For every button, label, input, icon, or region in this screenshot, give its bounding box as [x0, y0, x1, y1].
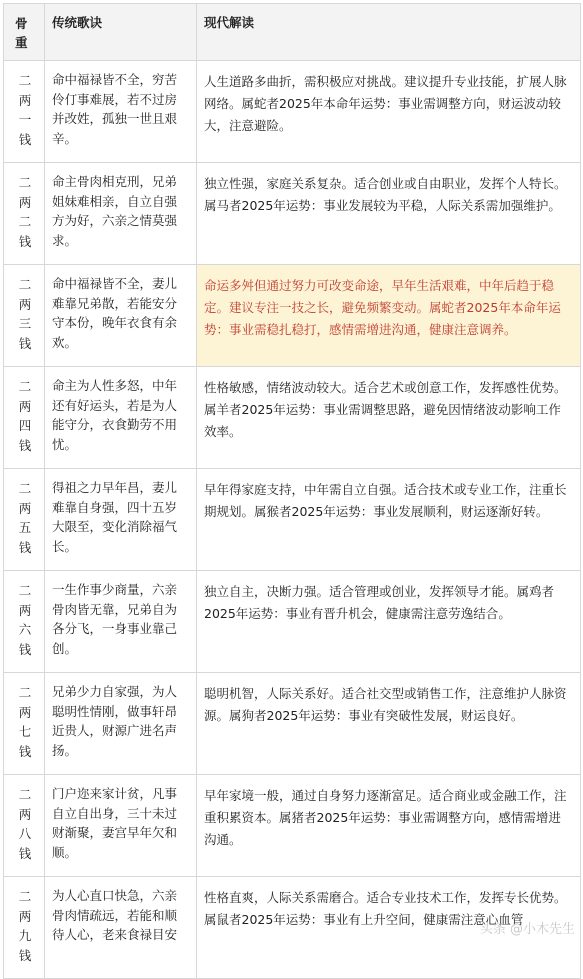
- modern-cell: 性格敏感，情绪波动较大。适合艺术或创意工作，发挥感性优势。属羊者2025年运势：事业需调整思路，避免因情绪波动影响工作效率。: [197, 367, 581, 469]
- table-header-row: [4, 4, 581, 61]
- verse-cell: 门户迩来家计贫，凡事自立自出身，三十未过财渐聚，妻宫早年欠和顺。: [45, 775, 197, 877]
- modern-cell: 独立性强，家庭关系复杂。适合创业或自由职业，发挥个人特长。属马者2025年运势：事业发展较为平稳，人际关系需加强维护。: [197, 163, 581, 265]
- modern-cell: 早年家境一般，通过自身努力逐渐富足。适合商业或金融工作，注重积累资本。属猪者2025年运势：事业需调整方向，感情需增进沟通。: [197, 775, 581, 877]
- modern-cell-highlighted: [197, 265, 581, 367]
- weight-cell: 二两九钱: [4, 877, 45, 979]
- table-row: [4, 469, 581, 571]
- verse-cell: 命中福禄皆不全，妻儿难靠兄弟散，若能安分守本份，晚年衣食有余欢。: [45, 265, 197, 367]
- table-row: [4, 163, 581, 265]
- weight-cell: 二两六钱: [4, 571, 45, 673]
- verse-cell: 命主为人性多怒，中年还有好运头，若是为人能守分，衣食勤劳不用忧。: [45, 367, 197, 469]
- verse-cell: 兄弟少力自家强，为人聪明性情刚，做事轩昂近贵人，财源广进名声扬。: [45, 673, 197, 775]
- table-row: [4, 571, 581, 673]
- table-row: [4, 673, 581, 775]
- highlighted-text: 命运多舛但通过努力可改变命途，早年生活艰难，中年后趋于稳定。建议专注一技之长，避免频繁变动。属蛇者2025年本命年运势：事业需稳扎稳打，感情需增进沟通，健康注意调养。: [204, 278, 561, 337]
- header-verse: 传统歌诀: [45, 4, 197, 61]
- table-row: [4, 367, 581, 469]
- verse-cell: 命主骨肉相克刑，兄弟姐妹难相亲，自立自强方为好，六亲之情莫强求。: [45, 163, 197, 265]
- watermark: 头条 @小木先生: [479, 922, 575, 937]
- modern-cell: 独立自主，决断力强。适合管理或创业，发挥领导才能。属鸡者2025年运势：事业有晋升机会，健康需注意劳逸结合。: [197, 571, 581, 673]
- modern-cell: 性格直爽，人际关系需磨合。适合专业技术工作，发挥专长优势。属鼠者2025年运势：事业有上升空间，健康需注意心血管: [197, 877, 581, 979]
- verse-cell: 为人心直口快急，六亲骨肉情疏远，若能和顺待人心，老来食禄目安: [45, 877, 197, 979]
- verse-cell: 命中福禄皆不全，穷苦伶仃事难展，若不过房并改姓，孤独一世且艰辛。: [45, 61, 197, 163]
- table-row-highlighted: [4, 265, 581, 367]
- weight-cell: 二两二钱: [4, 163, 45, 265]
- table-row: [4, 61, 581, 163]
- modern-cell: 早年得家庭支持，中年需自立自强。适合技术或专业工作，注重长期规划。属猴者2025年运势：事业发展顺利，财运逐渐好转。: [197, 469, 581, 571]
- verse-cell: 得祖之力早年昌，妻儿难靠自身强，四十五岁大限至，变化消除福气长。: [45, 469, 197, 571]
- header-weight: 骨重: [4, 4, 45, 61]
- table-row: [4, 775, 581, 877]
- weight-cell: 二两四钱: [4, 367, 45, 469]
- modern-cell: 人生道路多曲折，需积极应对挑战。建议提升专业技能，扩展人脉网络。属蛇者2025年本命年运势：事业需调整方向，财运波动较大，注意避险。: [197, 61, 581, 163]
- bone-weight-table: [3, 3, 581, 979]
- weight-cell: 二两五钱: [4, 469, 45, 571]
- weight-cell: 二两一钱: [4, 61, 45, 163]
- verse-cell: 一生作事少商量，六亲骨肉皆无靠，兄弟自为各分飞，一身事业靠己创。: [45, 571, 197, 673]
- weight-cell: 二两八钱: [4, 775, 45, 877]
- header-modern: 现代解读: [197, 4, 581, 61]
- modern-cell: 聪明机智，人际关系好。适合社交型或销售工作，注意维护人脉资源。属狗者2025年运势：事业有突破性发展，财运良好。: [197, 673, 581, 775]
- weight-cell: 二两三钱: [4, 265, 45, 367]
- weight-cell: 二两七钱: [4, 673, 45, 775]
